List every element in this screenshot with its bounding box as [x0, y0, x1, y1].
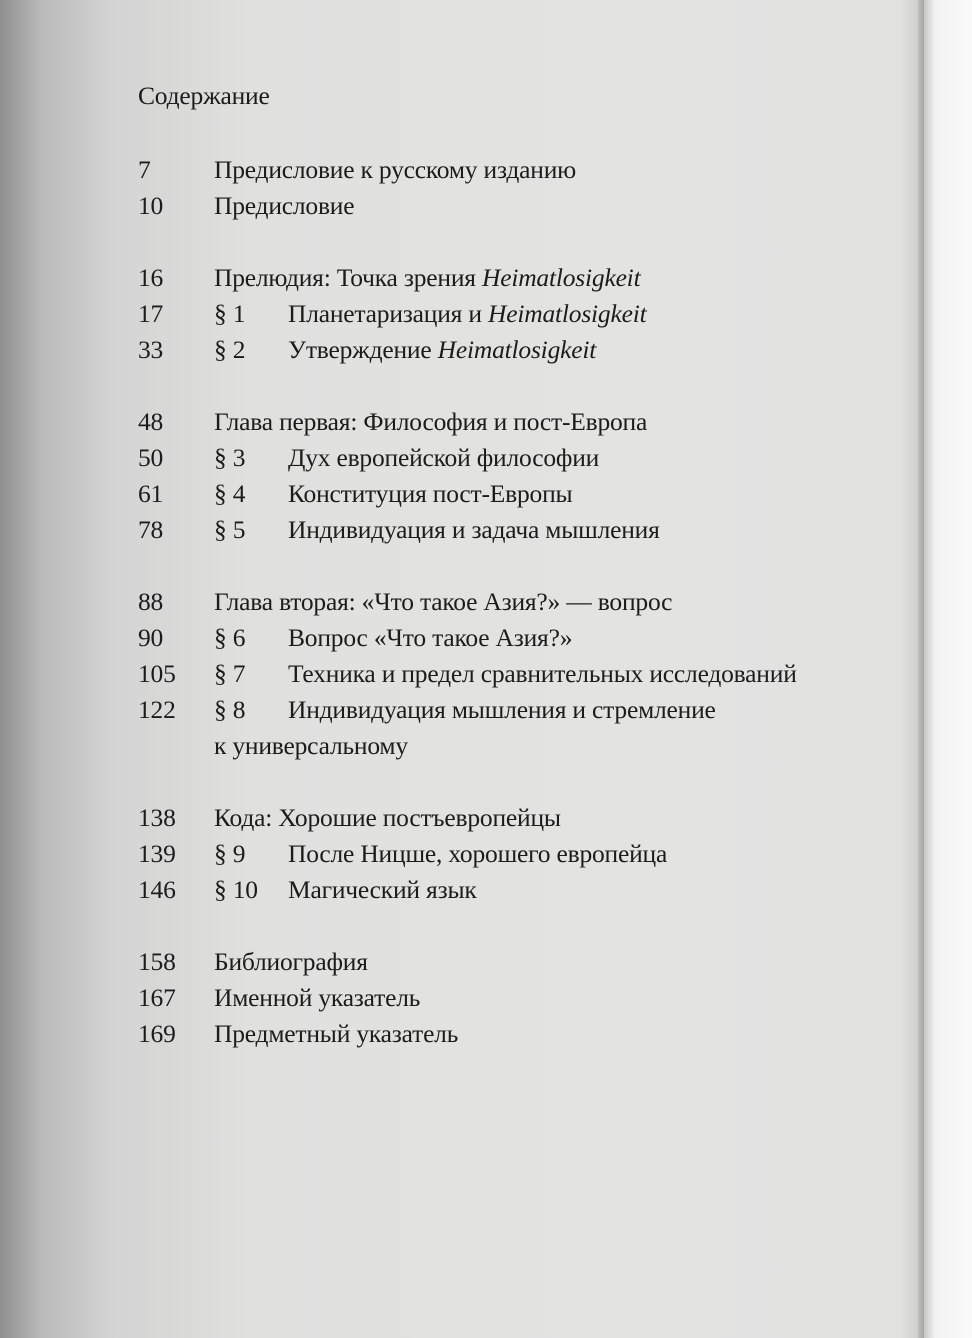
table-of-contents [138, 78, 858, 1088]
entry-title-roman: Планетаризация и [288, 299, 489, 328]
entry-title: Глава вторая: «Что такое Азия?» — вопрос [214, 587, 673, 616]
toc-group [138, 800, 858, 908]
toc-entry [138, 1016, 858, 1052]
page-number: 167 [138, 983, 176, 1012]
page-number: 17 [138, 299, 164, 328]
page-number: 33 [138, 335, 164, 364]
toc-title: Содержание [138, 81, 270, 110]
toc-entry [138, 152, 858, 188]
entry-title: Магический язык [288, 875, 477, 904]
page-number: 10 [138, 191, 164, 220]
toc-entry [138, 836, 858, 872]
toc-group [138, 260, 858, 368]
entry-title: Библиография [214, 947, 368, 976]
entry-title-italic: Heimatlosigkeit [437, 335, 597, 364]
entry-title: Предметный указатель [214, 1019, 459, 1048]
toc-group [138, 404, 858, 548]
page-number: 138 [138, 803, 176, 832]
page-number: 88 [138, 587, 164, 616]
page-number: 146 [138, 875, 176, 904]
entry-title: Кода: Хорошие постъевропейцы [214, 803, 561, 832]
section-number: § 10 [214, 875, 258, 904]
entry-title: Дух европейской философии [288, 443, 600, 472]
toc-entry [138, 980, 858, 1016]
toc-entry [138, 404, 858, 440]
toc-group [138, 152, 858, 224]
section-number: § 9 [214, 839, 246, 868]
page-number: 16 [138, 263, 164, 292]
page-number: 139 [138, 839, 176, 868]
page-number: 61 [138, 479, 164, 508]
toc-entry [138, 476, 858, 512]
page-number: 122 [138, 695, 176, 724]
entry-title-italic: Heimatlosigkeit [488, 299, 647, 328]
toc-entry [138, 260, 858, 296]
section-number: § 1 [214, 299, 246, 328]
toc-entry [138, 512, 858, 548]
entry-title: После Ницше, хорошего европейца [288, 839, 668, 868]
toc-entry [138, 188, 858, 224]
entry-title: Техника и предел сравнительных исследований [288, 659, 797, 688]
entry-title: Индивидуация и задача мышления [288, 515, 660, 544]
page-number: 48 [138, 407, 164, 436]
toc-entry-continuation [138, 728, 858, 764]
entry-title: Предисловие к русскому изданию [214, 155, 577, 184]
entry-title: Вопрос «Что такое Азия?» [288, 623, 573, 652]
section-number: § 5 [214, 515, 246, 544]
toc-entry [138, 440, 858, 476]
entry-title [288, 332, 596, 368]
page-edge [918, 0, 924, 1338]
section-number: § 7 [214, 659, 246, 688]
section-number: § 3 [214, 443, 246, 472]
page-number: 78 [138, 515, 164, 544]
page-number: 105 [138, 659, 176, 688]
entry-title-continuation: к универсальному [214, 731, 408, 760]
page-number: 7 [138, 155, 151, 184]
toc-entry [138, 800, 858, 836]
toc-entry [138, 332, 858, 368]
entry-title-roman: Утверждение [288, 335, 438, 364]
toc-group [138, 584, 858, 764]
page-number: 169 [138, 1019, 176, 1048]
section-number: § 4 [214, 479, 246, 508]
entry-title: Глава первая: Философия и пост-Европа [214, 407, 648, 436]
section-number: § 2 [214, 335, 246, 364]
entry-title: Конституция пост-Европы [288, 479, 573, 508]
entry-title-roman: Прелюдия: Точка зрения [214, 263, 482, 292]
section-number: § 8 [214, 695, 246, 724]
entry-title: Индивидуация мышления и стремление [288, 695, 716, 724]
toc-entry [138, 944, 858, 980]
entry-title [214, 260, 640, 296]
entry-title [288, 296, 646, 332]
toc-entry [138, 584, 858, 620]
page-number: 50 [138, 443, 164, 472]
toc-entry [138, 620, 858, 656]
entry-title: Предисловие [214, 191, 355, 220]
toc-entry [138, 692, 858, 728]
page-number: 90 [138, 623, 164, 652]
section-number: § 6 [214, 623, 246, 652]
entry-title: Именной указатель [214, 983, 421, 1012]
toc-entry [138, 296, 858, 332]
page-number: 158 [138, 947, 176, 976]
toc-entry [138, 872, 858, 908]
toc-group [138, 944, 858, 1052]
toc-entry [138, 656, 858, 692]
entry-title-italic: Heimatlosigkeit [481, 263, 641, 292]
